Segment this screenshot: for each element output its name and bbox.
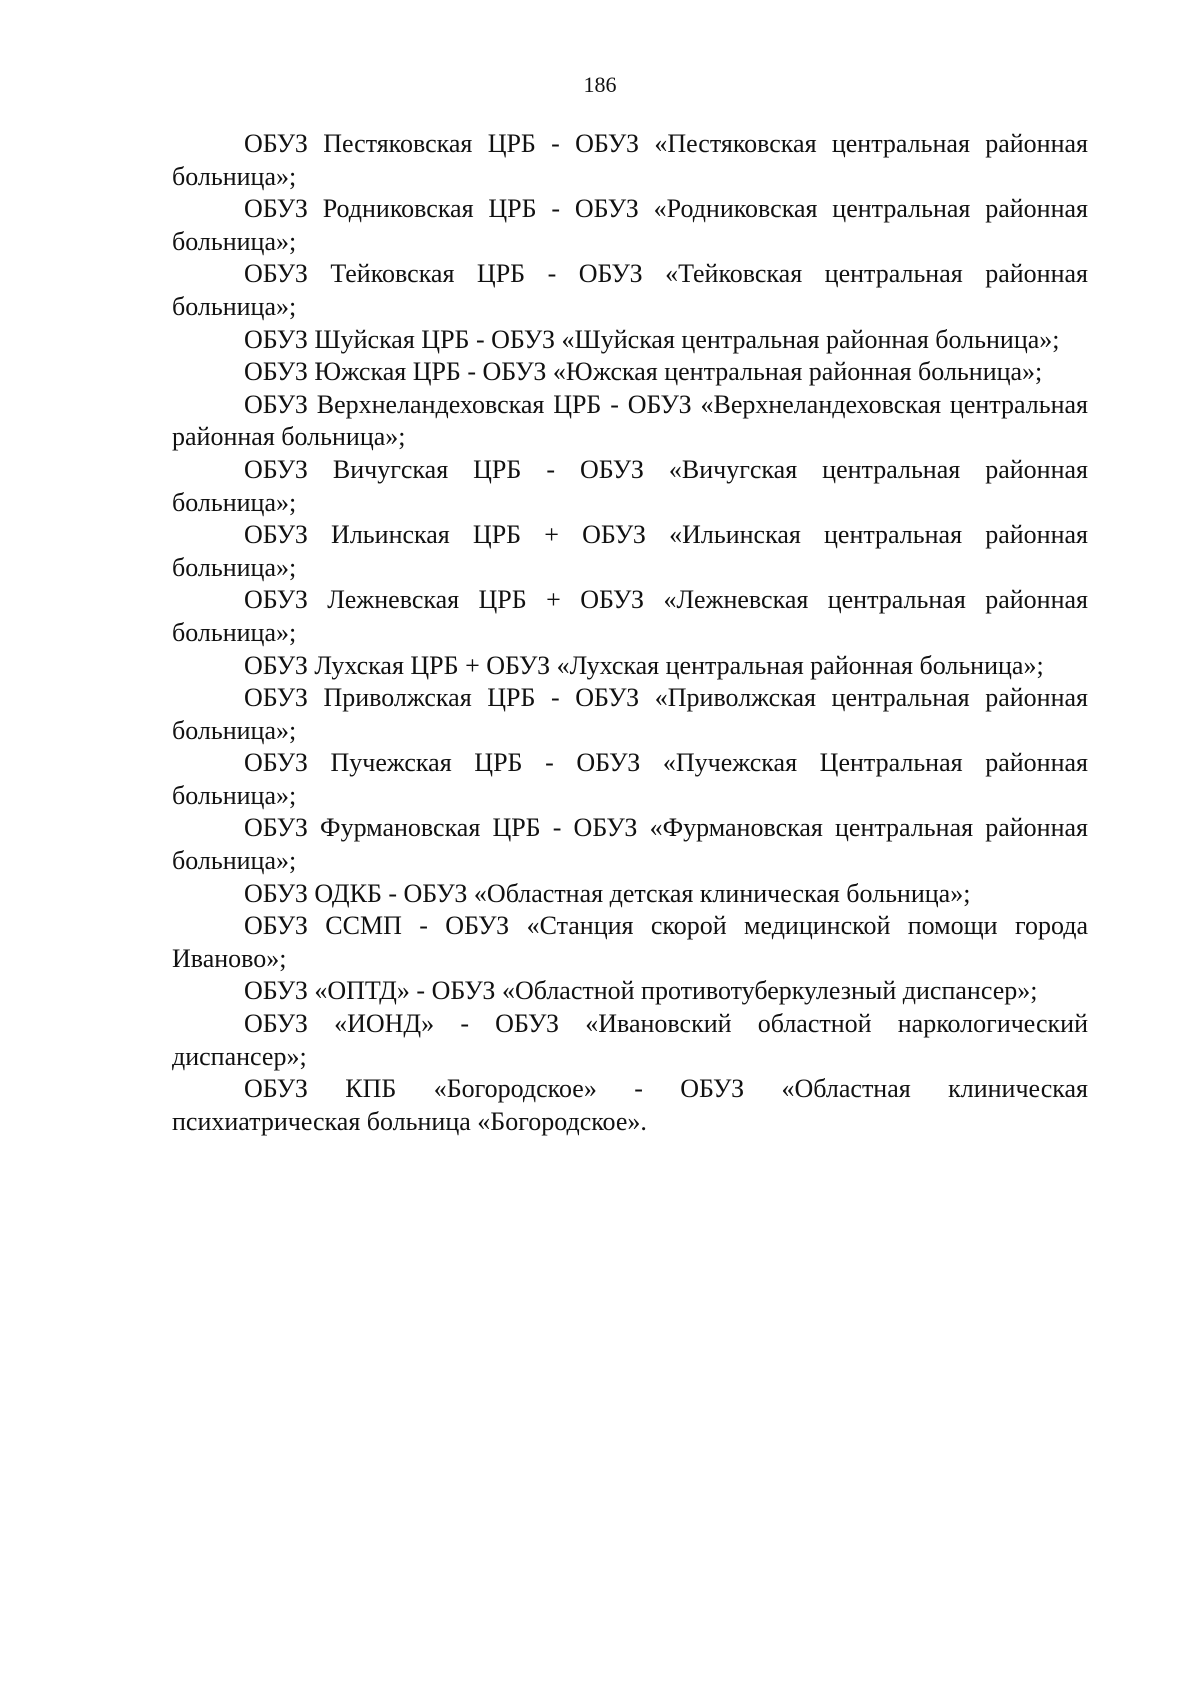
list-item: ОБУЗ «ИОНД» - ОБУЗ «Ивановский областной наркологический диспансер»;: [172, 1009, 1088, 1071]
list-item: ОБУЗ Вичугская ЦРБ - ОБУЗ «Вичугская центральная районная больница»;: [172, 454, 1088, 517]
list-item: ОБУЗ «ОПТД» - ОБУЗ «Областной противотуберкулезный диспансер»;: [244, 976, 1038, 1006]
list-item: ОБУЗ Фурмановская ЦРБ - ОБУЗ «Фурмановская центральная районная больница»;: [172, 813, 1088, 876]
list-item: ОБУЗ КПБ «Богородское» - ОБУЗ «Областная клиническая психиатрическая больница «Богородское».: [172, 1074, 1088, 1136]
list-item: ОБУЗ Ильинская ЦРБ + ОБУЗ «Ильинская центральная районная больница»;: [172, 520, 1088, 582]
list-item: ОБУЗ Лежневская ЦРБ + ОБУЗ «Лежневская центральная районная больница»;: [172, 585, 1088, 647]
list-item: ОБУЗ Лухская ЦРБ + ОБУЗ «Лухская центральная районная больница»;: [244, 650, 1044, 680]
list-item: ОБУЗ Шуйская ЦРБ - ОБУЗ «Шуйская центральная районная больница»;: [244, 324, 1060, 354]
list-item: ОБУЗ Родниковская ЦРБ - ОБУЗ «Родниковская центральная районная больница»;: [172, 194, 1088, 256]
list-item: ОБУЗ ОДКБ - ОБУЗ «Областная детская клиническая больница»;: [244, 878, 971, 908]
list-item: ОБУЗ Приволжская ЦРБ - ОБУЗ «Приволжская центральная районная больница»;: [172, 683, 1088, 745]
list-item: ОБУЗ Пучежская ЦРБ - ОБУЗ «Пучежская Центральная районная больница»;: [172, 748, 1088, 810]
list-item: ОБУЗ ССМП - ОБУЗ «Станция скорой медицинской помощи города Иваново»;: [172, 911, 1088, 973]
list-item: ОБУЗ Верхнеландеховская ЦРБ - ОБУЗ «Верхнеландеховская центральная районная больница»;: [172, 389, 1088, 452]
list-item: ОБУЗ Южская ЦРБ - ОБУЗ «Южская центральная районная больница»;: [244, 357, 1043, 387]
page-number: 186: [583, 72, 617, 97]
list-item: ОБУЗ Пестяковская ЦРБ - ОБУЗ «Пестяковская центральная районная больница»;: [172, 129, 1088, 191]
entry-list: [172, 128, 1088, 1138]
list-item: ОБУЗ Тейковская ЦРБ - ОБУЗ «Тейковская центральная районная больница»;: [172, 259, 1088, 321]
